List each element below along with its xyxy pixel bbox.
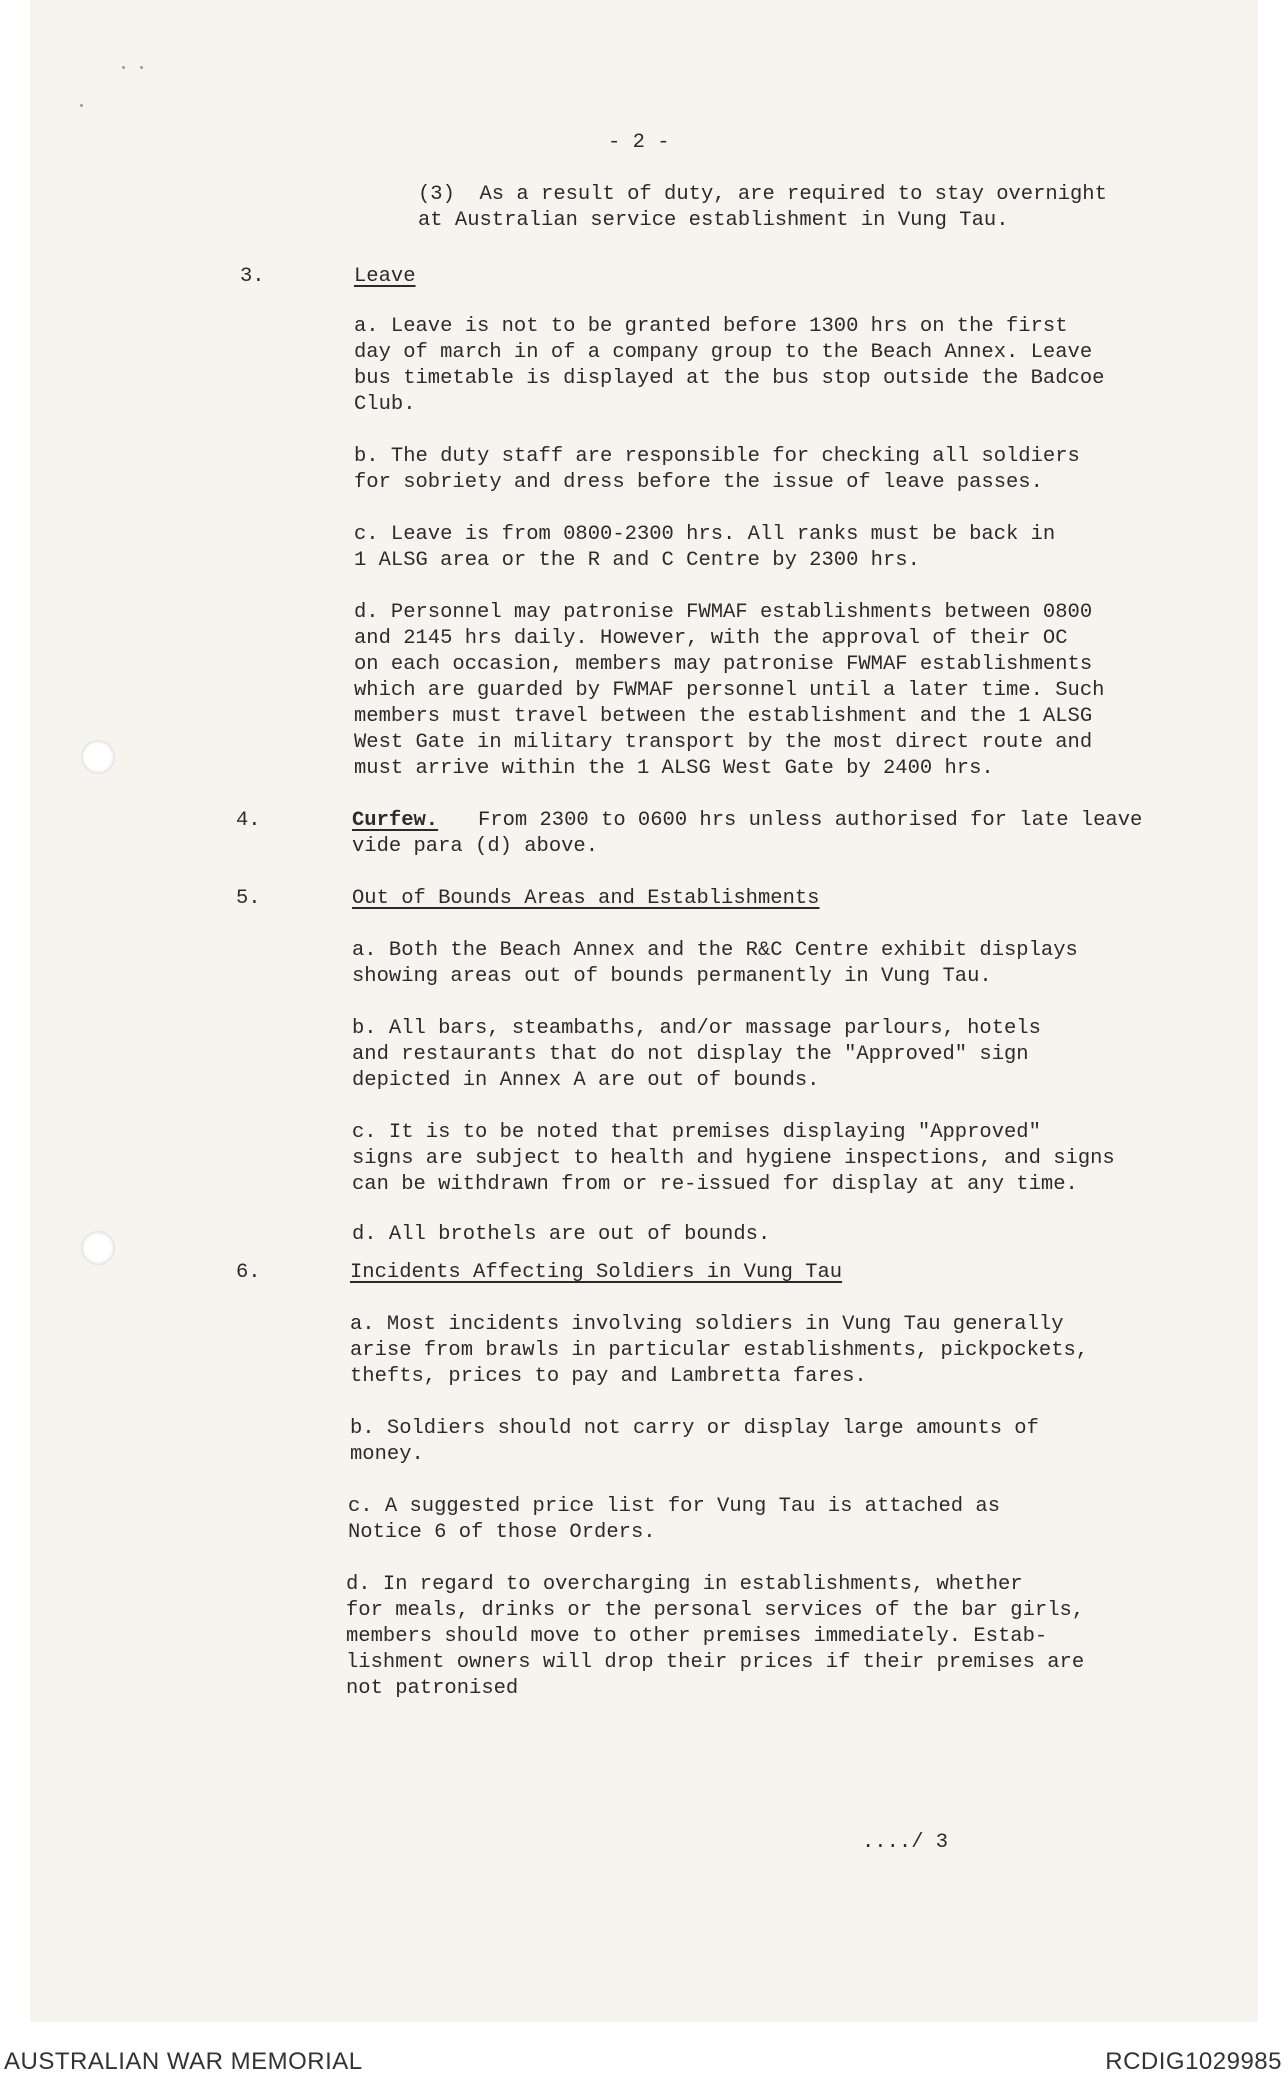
footer-source: AUSTRALIAN WAR MEMORIAL [4,2048,363,2075]
paper-speck [140,66,143,69]
section-heading-curfew: Curfew. [352,809,439,832]
paragraph-3d: d. Personnel may patronise FWMAF establishments between 0800 and 2145 hrs daily. However, with the approval of their OC on each occasion, members may patronise FWMAF establishments which are guarded by FWMAF personnel until a later time. Such members must travel between the establishment and the 1 ALSG West Gate in military transport by the most direct route and must arrive within the 1 ALSG West Gate by 2400 hrs. [354,601,1105,780]
paragraph-5a: a. Both the Beach Annex and the R&C Centre exhibit displays showing areas out of bounds permanently in Vung Tau. [352,939,1078,988]
page-number: - 2 - [608,131,670,154]
section-heading-incidents: Incidents Affecting Soldiers in Vung Tau [350,1261,843,1284]
paragraph-6b: b. Soldiers should not carry or display large amounts of money. [350,1417,1039,1466]
paragraph-3a: a. Leave is not to be granted before 1300 hrs on the first day of march in of a company group to the Beach Annex. Leave bus timetable is displayed at the bus stop outside the Badcoe Club. [354,315,1105,416]
paragraph-6c: c. A suggested price list for Vung Tau is attached as Notice 6 of those Orders. [348,1495,1001,1544]
punch-hole [81,740,115,774]
paper-speck [122,66,125,69]
section-heading-leave: Leave [354,265,416,288]
section-number: 5. [236,887,261,910]
continuation-line: at Australian service establishment in Vung Tau. [418,209,1009,232]
punch-hole [81,1231,115,1265]
paragraph-5c: c. It is to be noted that premises displaying "Approved" signs are subject to health and hygiene inspections, and signs can be withdrawn from or re-issued for display at any time. [352,1121,1115,1196]
section-heading-out-of-bounds: Out of Bounds Areas and Establishments [352,887,820,910]
paragraph-5b: b. All bars, steambaths, and/or massage parlours, hotels and restaurants that do not display the "Approved" sign depicted in Annex A are out of bounds. [352,1017,1041,1092]
paper-speck [80,104,83,107]
curfew-text: vide para (d) above. [352,835,599,858]
section-number: 4. [236,809,261,832]
paragraph-6a: a. Most incidents involving soldiers in Vung Tau generally arise from brawls in particular establishments, pickpockets, thefts, prices to pay and Lambretta fares. [350,1313,1089,1388]
section-number: 6. [236,1261,261,1284]
paragraph-3c: c. Leave is from 0800-2300 hrs. All ranks must be back in 1 ALSG area or the R and C Centre by 2300 hrs. [354,523,1056,572]
document-page [30,0,1258,2022]
continuation-line: (3) As a result of duty, are required to stay overnight [418,183,1107,206]
next-page-marker: ..../ 3 [862,1831,949,1854]
footer-record-id: RCDIG1029985 [1105,2048,1282,2075]
paragraph-5d: d. All brothels are out of bounds. [352,1223,771,1246]
curfew-text: From 2300 to 0600 hrs unless authorised for late leave [478,809,1143,832]
section-number: 3. [240,265,265,288]
paragraph-6d: d. In regard to overcharging in establishments, whether for meals, drinks or the personal services of the bar girls, members should move to other premises immediately. Estab- lishment owners will drop their prices if their premises are not patronised [346,1573,1085,1700]
paragraph-3b: b. The duty staff are responsible for checking all soldiers for sobriety and dress before the issue of leave passes. [354,445,1080,494]
